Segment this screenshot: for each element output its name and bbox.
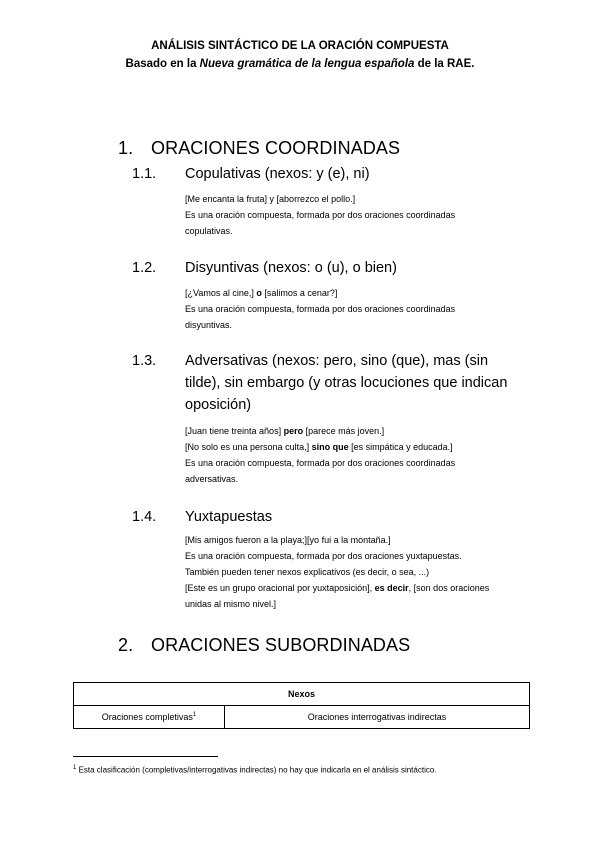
section-1-title: ORACIONES COORDINADAS (151, 138, 401, 158)
subsection-1-1-body (185, 191, 455, 239)
footnote (73, 765, 437, 775)
explanation-line: disyuntivas. (185, 320, 233, 330)
subtitle-post: de la RAE. (414, 58, 475, 70)
table-cell: Oraciones interrogativas indirectas (225, 706, 530, 729)
clause: [parece más joven.] (305, 426, 385, 436)
subsection-1-1-number: 1.1. (132, 166, 157, 182)
subsection-1-2-title: Disyuntivas (nexos: o (u), o bien) (185, 260, 397, 276)
subsection-1-3-title (185, 350, 507, 416)
nexo: es decir (374, 583, 409, 593)
clause: [es simpática y educada.] (351, 442, 453, 452)
cell-text: Oraciones completivas (101, 712, 193, 722)
section-2-title: ORACIONES SUBORDINADAS (151, 635, 411, 655)
title-line: tilde), sin embargo (y otras locuciones que indican (185, 375, 508, 391)
table-row (74, 706, 530, 729)
clause: [No solo es una persona culta,] (185, 442, 310, 452)
nexo: o (256, 288, 262, 298)
document-subtitle (0, 58, 600, 70)
clause: [¿Vamos al cine,] (185, 288, 254, 298)
example-sentence: unidas al mismo nivel.] (185, 599, 277, 609)
nexos-table (73, 682, 530, 729)
example-sentence (185, 439, 455, 455)
explanation-line: copulativas. (185, 226, 233, 236)
title-line: Adversativas (nexos: pero, sino (que), mas (sin (185, 353, 489, 369)
document-title: ANÁLISIS SINTÁCTICO DE LA ORACIÓN COMPUESTA (151, 40, 449, 52)
explanation-line: Es una oración compuesta, formada por dos oraciones coordinadas (185, 458, 456, 468)
footnote-mark: 1 (73, 765, 77, 771)
example-sentence: [Me encanta la fruta] y [aborrezco el pollo.] (185, 194, 356, 204)
clause: [salimos a cenar?] (264, 288, 338, 298)
subsection-1-4-title: Yuxtapuestas (185, 509, 273, 525)
subtitle-book-title: Nueva gramática de la lengua española (199, 58, 415, 70)
table-header-cell: Nexos (74, 683, 530, 706)
example-sentence (185, 580, 489, 596)
example-sentence (185, 285, 455, 301)
table-row (74, 683, 530, 706)
footnote-ref: 1 (192, 712, 197, 718)
title-line: oposición) (185, 397, 252, 413)
explanation-line: adversativas. (185, 474, 239, 484)
section-2-number: 2. (118, 635, 134, 655)
nexo: sino que (311, 442, 349, 452)
footnote-divider (73, 756, 218, 757)
subsection-1-4-number: 1.4. (132, 509, 157, 525)
explanation-line: Es una oración compuesta, formada por dos oraciones yuxtapuestas. (185, 551, 462, 561)
clause: [Juan tiene treinta años] (185, 426, 282, 436)
explanation-line: Es una oración compuesta, formada por dos oraciones coordinadas (185, 210, 456, 220)
clause: , [son dos oraciones (408, 583, 490, 593)
clause: [Este es un grupo oracional por yuxtaposición], (185, 583, 373, 593)
example-sentence (185, 423, 455, 439)
subsection-1-2-body (185, 285, 455, 333)
explanation-line: Es una oración compuesta, formada por dos oraciones coordinadas (185, 304, 456, 314)
nexo: pero (283, 426, 304, 436)
subsection-1-2-number: 1.2. (132, 260, 157, 276)
footnote-text: Esta clasificación (completivas/interrogativas indirectas) no hay que indicarla en el análisis sintáctico. (78, 765, 437, 775)
example-sentence: [Mis amigos fueron a la playa;][yo fui a la montaña.] (185, 535, 391, 545)
note-line: También pueden tener nexos explicativos (es decir, o sea, ...) (185, 567, 430, 577)
subsection-1-3-number: 1.3. (132, 353, 157, 369)
subtitle-pre: Basado en la (125, 58, 200, 70)
subsection-1-4-body (185, 532, 489, 612)
table-cell (74, 706, 225, 729)
subsection-1-1-title: Copulativas (nexos: y (e), ni) (185, 166, 370, 182)
section-1-number: 1. (118, 138, 134, 158)
subsection-1-3-body (185, 423, 455, 487)
